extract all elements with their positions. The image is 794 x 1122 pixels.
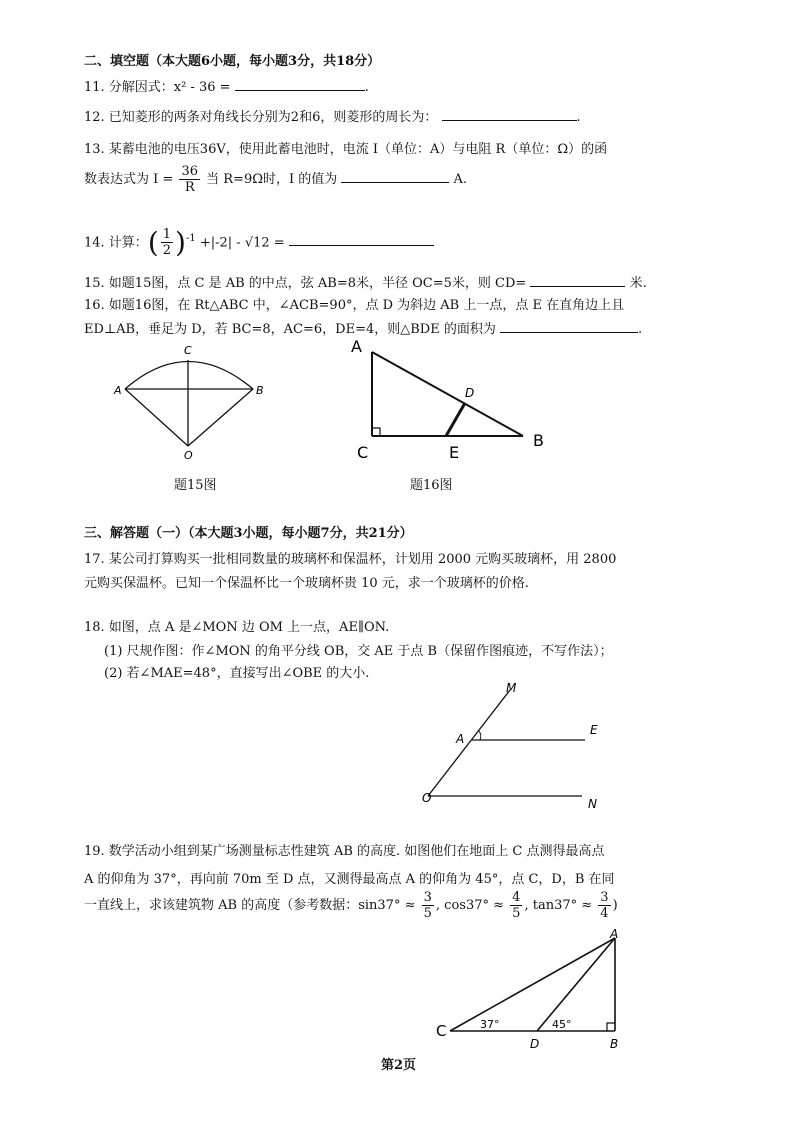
angle-1-mark [479,731,481,740]
q19-sin-fraction [422,890,434,921]
q13-fraction [179,164,200,195]
q12-end: . [576,110,581,125]
q14-lparen: ( [147,225,159,259]
figure-16-caption: 题16图 [410,478,453,493]
q15-answer-blank[interactable] [530,272,625,287]
q13-num: 36 [181,164,198,179]
question-14 [84,222,434,260]
q19-ref-pre: 一直线上，求该建筑物 AB 的高度（参考数据：sin37° ≈ [84,898,416,913]
angle-37-label: 37° [480,1018,500,1031]
label-o: O [422,791,432,805]
q15-unit: 米. [629,276,647,291]
section-2-title: 二、填空题（本大题6小题，每小题3分，共18分） [84,54,381,69]
segment-de [446,403,465,436]
question-18-line3: (2) 若∠MAE=48°，直接写出∠OBE 的大小. [104,666,370,681]
q16-text: ED⊥AB，垂足为 D，若 BC=8，AC=6，DE=4，则△BDE 的面积为 [84,322,496,337]
label-e: E [590,723,598,737]
figure-19 [430,928,640,1053]
q13-unit: A. [453,172,468,187]
q14-rparen: ) [175,225,186,259]
label-c: C [357,443,369,462]
label-a: A [610,928,619,941]
q19-close: ) [612,898,618,913]
question-15 [84,272,647,294]
q19-cos-den: 5 [512,906,521,921]
q14-exponent: -1 [185,233,196,244]
question-11 [84,76,369,98]
q19-tan-den: 4 [600,906,609,921]
q15-text: 15. 如题15图，点 C 是 AB 的中点，弦 AB=8米，半径 OC=5米，则 CD= [84,276,527,291]
label-a: A [456,732,465,746]
q12-answer-blank[interactable] [442,106,577,121]
question-17-line1: 17. 某公司打算购买一批相同数量的玻璃杯和保温杯，计划用 2000 元购买玻璃杯，用 2800 [84,552,617,567]
radius-ob [188,389,253,446]
q14-fraction [161,227,173,258]
label-b: B [610,1037,619,1051]
q13-mid: 当 R=9Ω时，I 的值为 [206,172,338,187]
label-o: O [184,449,193,462]
page-number: 第2页 [381,1058,417,1073]
radius-oa [125,389,188,446]
question-12 [84,106,581,128]
figure-15 [110,342,270,462]
q14-mid: +|-2| - √12 = [199,235,285,251]
ray-om [428,690,510,796]
figure-18 [400,680,620,810]
question-19-line2: A 的仰角为 37°，再向前 70m 至 D 点，又测得最高点 A 的仰角为 45°，点 C，D，B 在同 [84,872,615,887]
sightline-da [537,938,615,1031]
question-13-line1: 13. 某蓄电池的电压36V，使用此蓄电池时，电流 I（单位：A）与电阻 R（单位：Ω）的函 [84,142,608,157]
q19-cos-num: 4 [512,890,521,905]
q14-answer-blank[interactable] [289,231,434,246]
right-angle-b [607,1023,615,1031]
question-19-line3 [84,890,618,922]
question-18-line1: 18. 如图，点 A 是∠MON 边 OM 上一点，AE∥ON. [84,620,390,635]
q16-answer-blank[interactable] [500,318,638,333]
q19-tan-pre: , tan37° ≈ [524,898,593,913]
q19-cos-fraction [510,890,522,921]
question-19-line1: 19. 数学活动小组到某广场测量标志性建筑 AB 的高度. 如图他们在地面上 C 点测得最高点 [84,844,605,859]
q14-num: 1 [162,227,172,243]
q14-pre: 14. 计算： [84,235,148,251]
arc-ab [125,362,253,390]
question-17-line2: 元购买保温杯。已知一个保温杯比一个玻璃杯贵 10 元，求一个玻璃杯的价格. [84,576,529,591]
label-m: M [506,681,517,695]
sightline-ca [450,938,615,1031]
question-18-line2: (1) 尺规作图：作∠MON 的角平分线 OB，交 AE 于点 B（保留作图痕迹，不写作法）； [104,644,613,659]
section-3-title: 三、解答题（一）（本大题3小题，每小题7分，共21分） [84,526,413,541]
q13-formula-pre: 数表达式为 I = [84,172,174,187]
figure-16 [345,332,555,462]
label-a: A [114,384,122,397]
q14-den: 2 [162,243,172,259]
q19-sin-num: 3 [423,890,432,905]
label-c: C [436,1022,447,1040]
q13-answer-blank[interactable] [341,168,449,183]
question-16-line1: 16. 如题16图，在 Rt△ABC 中，∠ACB=90°，点 D 为斜边 AB 上一点，点 E 在直角边上且 [84,298,625,313]
q19-cos-pre: , cos37° ≈ [435,898,505,913]
q19-tan-num: 3 [600,890,609,905]
q16-end: . [637,322,643,337]
figure-15-caption: 题15图 [174,478,217,493]
label-d: D [530,1037,540,1051]
angle-45-label: 45° [552,1018,572,1031]
q11-answer-blank[interactable] [235,76,365,91]
label-c: C [184,344,192,357]
q11-text: 11. 分解因式：x² - 36 = [84,80,231,95]
label-b: B [533,431,544,450]
label-b: B [256,384,264,397]
q11-end: . [364,80,369,95]
q12-text: 12. 已知菱形的两条对角线长分别为2和6，则菱形的周长为： [84,110,438,125]
side-ab [372,352,523,436]
label-n: N [588,797,597,810]
label-d: D [465,386,475,400]
right-angle-c [372,428,380,436]
label-a: A [351,337,362,356]
q13-den: R [184,180,195,195]
question-13-line2 [84,164,467,196]
label-e: E [449,443,460,462]
q19-sin-den: 5 [423,906,432,921]
q19-tan-fraction [598,890,610,921]
